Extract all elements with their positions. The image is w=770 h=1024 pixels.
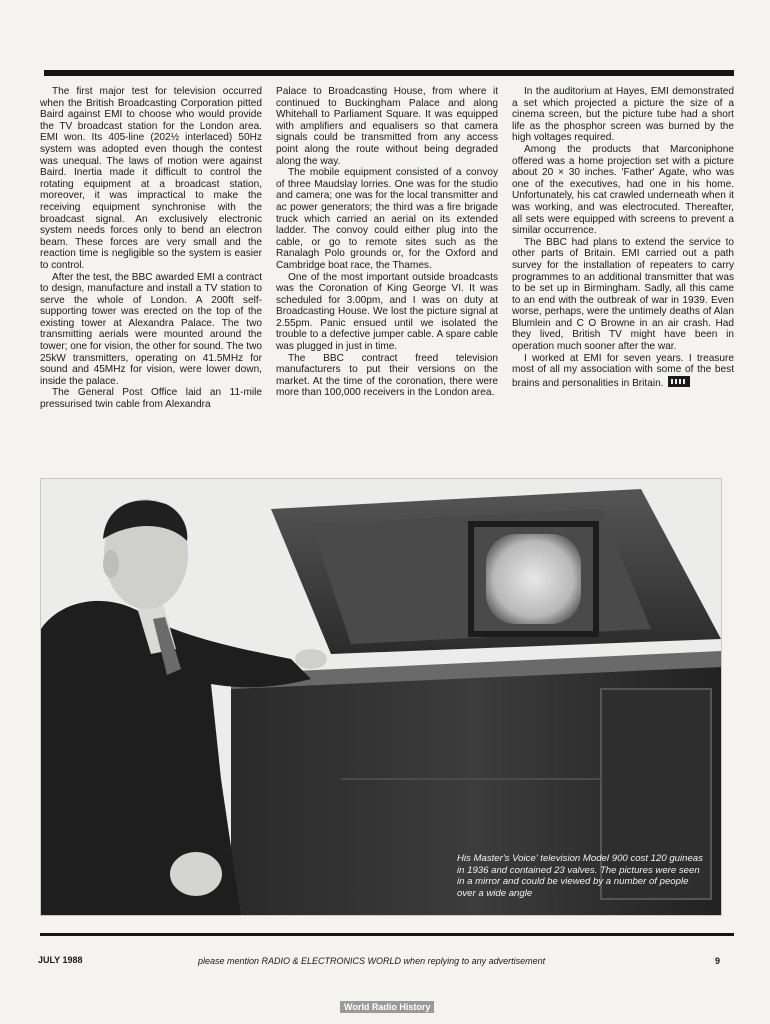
photo-caption: His Master's Voice' television Model 900 cost 120 guineas in 1936 and contained 23 valves. The pictures were seen in a mirror and could be viewed by a number of people over a wide angle [457,853,703,899]
paragraph: The mobile equipment consisted of a convoy of three Maudslay lorries. One was for the studio and camera; one was for the local transmitter and ac power generators; the third was a fire brigade truck which carried an aerial on its extended ladder. The convoy could either plug into the cable, or go to remote sites such as the Ranalagh Polo grounds or, for the Oxford and Cambridge boat race, the Thames. [276,167,498,271]
paragraph-last [512,353,734,390]
footer-date: JULY 1988 [38,955,83,965]
paragraph: The BBC contract freed television manufacturers to put their versions on the market. At the time of the coronation, there were more than 100,000 receivers in the London area. [276,352,498,399]
paragraph: The first major test for television occurred when the British Broadcasting Corporation pitted Baird against EMI to choose who would provide the TV broadcast station for the London area. EMI won. Its 405-line (202½ interlaced) 50Hz system was adopted even though the contest was unequal. The laws of motion were against Baird. Inertia made it difficult to control the rotating equipment at a broadcast station, moreover, it was impractical to make the receiving equipment synchronise with the broadcast signal. An exclusively electronic system needs forces only to bend an electron beam. These forces are very small and the reaction time is negligible so the system is easier to control. [40,86,262,271]
paragraph: After the test, the BBC awarded EMI a contract to design, manufacture and install a TV station to serve the whole of London. A 200ft self-supporting tower was erected on the top of the existing tower at Alexandra Palace. The two transmitting aerials were mounted around the tower; one for vision, the other for sound. The two 25kW transmitters, operating on 41.5MHz for sound and 45MHz for vision, were lower down, inside the palace. [40,271,262,387]
article-columns [40,86,734,466]
paragraph-text: I worked at EMI for seven years. I treasure most of all my association with some of the best brains and personalities in Britain. [512,352,734,389]
end-of-article-icon [668,376,690,387]
top-rule [44,70,734,76]
watermark: World Radio History [340,1001,434,1013]
paragraph: The BBC had plans to extend the service to other parts of Britain. EMI carried out a path survey for the installation of repeaters to carry programmes to an additional transmitter that was to be set up in Birmingham. Sadly, all this came to an end with the outbreak of war in 1939. Even worse, perhaps, were the untimely deaths of Alan Blumlein and C O Browne in an air crash. Had they lived, British TV might have been in operation much sooner after the war. [512,236,734,353]
paragraph: Palace to Broadcasting House, from where it continued to Buckingham Palace and along Whitehall to Parliament Square. It was equipped with amplifiers and equalisers so that camera signals could be transmitted from any access point along the route without being degraded along the way. [276,86,498,167]
photo-television-set [40,478,722,916]
article-column-2 [276,86,498,399]
paragraph: The General Post Office laid an 11-mile pressurised twin cable from Alexandra [40,387,262,411]
photo-illustration [41,479,721,915]
paragraph: One of the most important outside broadcasts was the Coronation of King George VI. It was scheduled for 3.00pm, and I was on duty at Broadcasting House. We lost the picture signal at 2.55pm. Panic ensued until we isolated the trouble to a defective jumper cable. A spare cable was plugged in just in time. [276,271,498,353]
paragraph: Among the products that Marconiphone offered was a home projection set with a picture about 20 × 30 inches. 'Father' Agate, who was one of the executives, had one in his home. Unfortunately, his cat crawled underneath when it was working, and was electrocuted. Thereafter, all sets were equipped with screens to prevent a similar occurrence. [512,143,734,237]
paragraph: In the auditorium at Hayes, EMI demonstrated a set which projected a picture the size of a cinema screen, but the picture tube had a short life as the phosphor screen was burned by the high voltages required. [512,86,734,144]
footer-advert-note: please mention RADIO & ELECTRONICS WORLD when replying to any advertisement [198,956,546,966]
bottom-rule [40,933,734,936]
page-number: 9 [715,956,721,966]
article-column-1 [40,86,262,411]
article-column-3 [512,86,734,389]
